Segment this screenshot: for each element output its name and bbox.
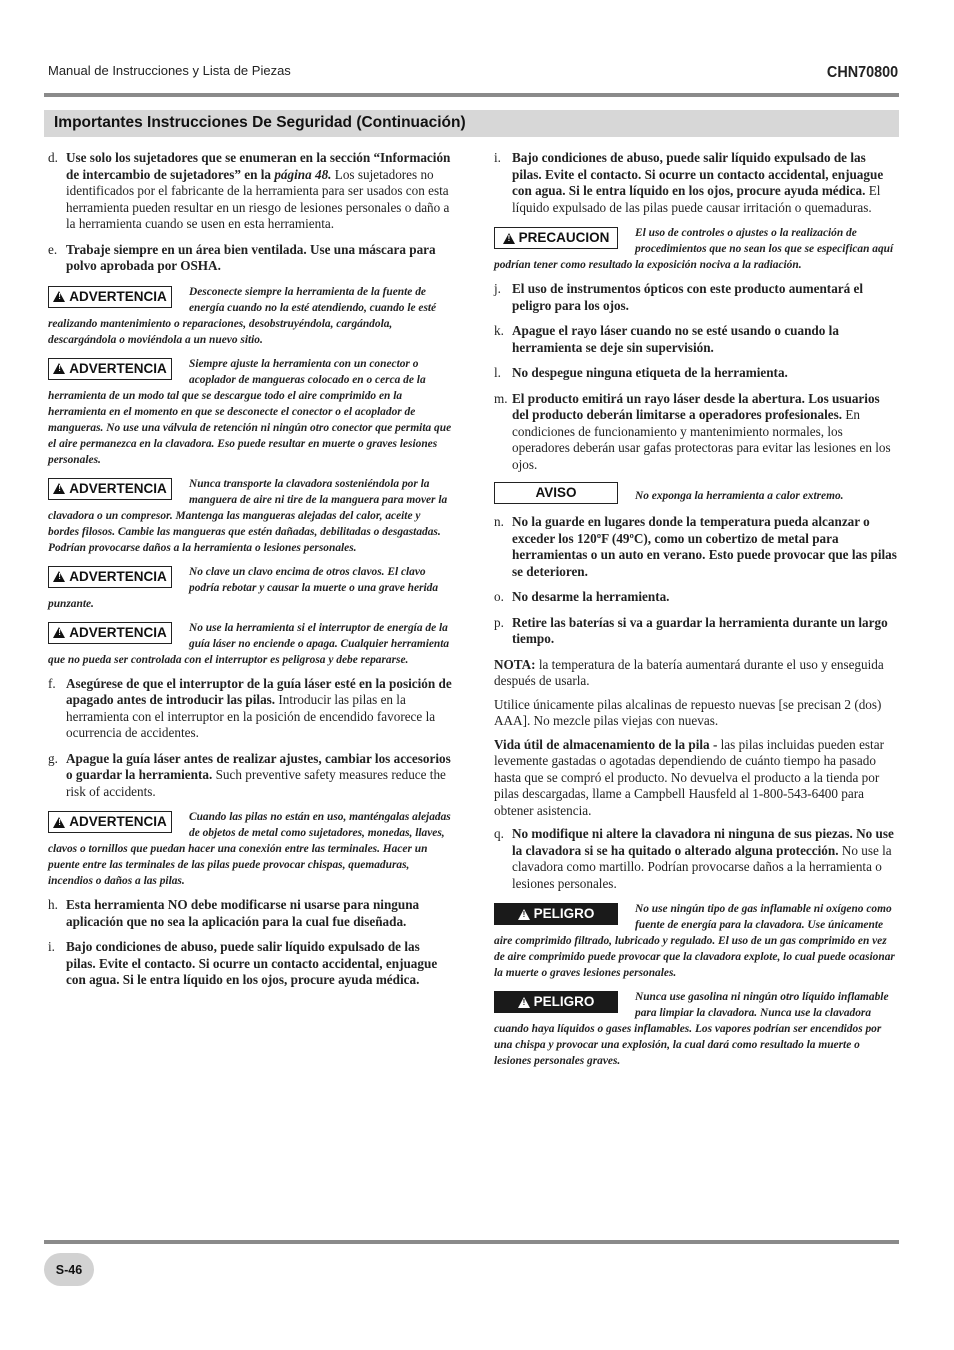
note-paragraph: NOTA: la temperatura de la batería aumentará durante el uso y enseguida después de usarla. [494, 656, 884, 688]
advertencia-badge: ! ADVERTENCIA [48, 358, 172, 380]
item-label: p. [494, 614, 504, 630]
item-label: l. [494, 365, 501, 380]
warning-text: Cuando las pilas no están en uso, manténgalas alejadas de objetos de metal como sujetadores, monedas, llaves, clavos o tornillos que puedan hacer una conexión entre las terminales. Hacer un puente entre las terminales de las pilas puede provocar chispas, quemaduras, incendios o daños a las pilas. [48, 811, 451, 887]
item-label: d. [48, 150, 58, 165]
item-label: n. [494, 514, 504, 529]
warning-block [48, 620, 452, 668]
left-column [48, 150, 452, 998]
warning-triangle-icon: ! [53, 627, 65, 638]
item-label: o. [494, 589, 504, 604]
warning-text: Desconecte siempre la herramienta de la fuente de energía cuando no la esté atendiendo, cuando le esté realizando mantenimiento o reparaciones, desobstruyéndola, cargándola, descargándola o moviéndola a un nuevo sitio. [48, 285, 437, 346]
item-e: e. Trabaje siempre en un área bien ventilada. Use una máscara para polvo aprobada por OSHA. [48, 241, 436, 273]
danger-block [494, 989, 898, 1069]
item-l: l. No despegue ninguna etiqueta de la herramienta. [494, 365, 788, 380]
item-m: m. El producto emitirá un rayo láser desde la abertura. Los usuarios del producto deberán limitarse a operadores profesionales. En condiciones de funcionamiento y mantenimiento normales, los operadores deberán usar gafas protectoras para evitar las lesiones en los ojos. [494, 390, 891, 472]
danger-text: No use ningún tipo de gas inflamable ni oxígeno como fuente de energía para la clavadora. Use únicamente aire comprimido filtrado, lubricado y regulado. El uso de un gas comprimido en vez de aire comprimido puede provocar que la clavadora explote, lo cual puede ocasionar la muerte o graves lesiones personales. [494, 903, 895, 979]
warning-triangle-icon: ! [518, 909, 530, 920]
shelf-life-paragraph: Vida útil de almacenamiento de la pila - las pilas incluidas pueden estar levemente gastadas o agotadas dependiendo de cuánto tiempo ha pasado hasta que se compró el producto. No devuelva el producto a la tienda por pilas descargadas, llame a Campbell Hausfeld al 1-800-543-6400 para obtener asistencia. [494, 736, 884, 818]
warning-block [48, 476, 452, 556]
warning-text: Siempre ajuste la herramienta con un conector o acoplador de mangueras colocado en o cerca de la herramienta de un modo tal que se descargue todo el aire comprimido en la herramienta en el momento en que se desconecte el conector o el acoplador de mangueras. No use una válvula de retención ni ningún otro conector que permita que el aire permanezca en la clavadora. Eso puede resultar en muerte o graves lesiones personales. [48, 357, 452, 466]
warning-triangle-icon: ! [53, 817, 65, 828]
item-label: i. [494, 150, 501, 165]
advertencia-badge: ! ADVERTENCIA [48, 811, 172, 833]
item-n: n. No la guarde en lugares donde la temperatura pueda alcanzar o exceder los 120ºF (49ºC), como un cobertizo de metal para herramientas o un auto en verano. Esto puede provocar que las pilas se deterioren. [494, 514, 897, 579]
item-label: f. [48, 675, 56, 691]
notice-text: No exponga la herramienta a calor extremo. [635, 490, 844, 502]
warning-block [48, 809, 452, 889]
advertencia-badge: ! ADVERTENCIA [48, 286, 172, 308]
warning-block [48, 356, 452, 468]
item-p: p. Retire las baterías si va a guardar la herramienta durante un largo tiempo. [494, 614, 888, 646]
precaucion-badge: ! PRECAUCION [494, 227, 618, 249]
item-g: g. Apague la guía láser antes de realizar ajustes, cambiar los accesorios o guardar la herramienta. Such preventive safety measures reduce the risk of accidents. [48, 750, 451, 799]
danger-text: Nunca use gasolina ni ningún otro líquido inflamable para limpiar la clavadora. Nunca use la clavadora cuando haya líquidos o gases inflamables. Los vapores podrían ser encendidos por una chispa y provocar una explosión, la cual dará como resultado la muerte o lesiones personales graves. [494, 991, 889, 1067]
advertencia-badge: ! ADVERTENCIA [48, 622, 172, 644]
item-label: q. [494, 826, 504, 841]
warning-text: No clave un clavo encima de otros clavos. El clavo podría rebotar y causar la muerte o una grave herida punzante. [48, 565, 439, 610]
peligro-badge: ! PELIGRO [494, 991, 618, 1013]
item-d: d. Use solo los sujetadores que se enumeran en la sección “Información de intercambio de sujetadores” en la página 48. Los sujetadores no identificados por el fabricante de la herramienta para ser usados con esta herramienta pueden resultar en un riesgo de lesiones personales o daño a la herramienta cuando se usen en esta herramienta. [48, 150, 451, 231]
caution-text: El uso de controles o ajustes o la realización de procedimientos que no sean los que se especifican aquí podrían tener como resultado la exposición nociva a la radiación. [494, 227, 894, 271]
item-label: k. [494, 323, 504, 338]
bottom-rule [44, 1240, 899, 1244]
aviso-badge: AVISO [494, 482, 618, 504]
item-k: k. Apague el rayo láser cuando no se esté usando o cuando la herramienta se deje sin supervisión. [494, 323, 839, 355]
top-rule [44, 93, 899, 97]
manual-title: Manual de Instrucciones y Lista de Piezas [48, 63, 291, 78]
item-q: q. No modifique ni altere la clavadora ni ninguna de sus piezas. No use la clavadora si se ha quitado o alterado alguna protección. No use la clavadora como martillo. Podrían provocarse daños a la herramienta o lesiones personales. [494, 826, 894, 891]
section-title-bar [44, 110, 899, 137]
advertencia-badge: ! ADVERTENCIA [48, 478, 172, 500]
item-j: j. El uso de instrumentos ópticos con este producto aumentará el peligro para los ojos. [494, 281, 864, 313]
page-number: S-46 [55, 1262, 83, 1277]
section-title: Importantes Instrucciones De Seguridad (Continuación) [54, 114, 466, 131]
warning-triangle-icon: ! [53, 291, 65, 302]
item-label: m. [494, 390, 508, 406]
item-label: g. [48, 750, 58, 766]
warning-triangle-icon: ! [53, 571, 65, 582]
advertencia-badge: ! ADVERTENCIA [48, 566, 172, 588]
warning-triangle-icon: ! [53, 483, 65, 494]
item-label: i. [48, 939, 55, 954]
item-o: o. No desarme la herramienta. [494, 589, 670, 604]
warning-text: No use la herramienta si el interruptor de energía de la guía láser no enciende o apaga. Cualquier herramienta que no pueda ser controlada con el interruptor es peligrosa y debe repararse. [48, 621, 450, 666]
item-i: i. Bajo condiciones de abuso, puede salir líquido expulsado de las pilas. Evite el contacto. Si ocurre un contacto accidental, enjuague con agua. Si le entra líquido en los ojos, procure ayuda médica. El líquido expulsado de las pilas puede causar irritación o quemaduras. [494, 150, 884, 215]
model-number: CHN70800 [826, 64, 898, 81]
warning-triangle-icon: ! [518, 997, 530, 1008]
warning-triangle-icon: ! [503, 233, 515, 244]
item-h: h. Esta herramienta NO debe modificarse ni usarse para ninguna aplicación que no sea la aplicación para la cual fue diseñada. [48, 897, 420, 929]
item-label: e. [48, 241, 58, 257]
right-column [494, 150, 898, 1077]
item-label: h. [48, 897, 58, 912]
peligro-badge: ! PELIGRO [494, 903, 618, 925]
warning-text: Nunca transporte la clavadora sosteniéndola por la manguera de aire ni tire de la manguera para mover la clavadora o un compresor. Mantenga las mangueras alejadas del calor, aceite y bordes filosos. Cambie las mangueras que estén dañadas, debilitadas o desgastadas. Podrían provocarse daños a la herramienta o lesiones personales. [48, 477, 448, 554]
item-i: i. Bajo condiciones de abuso, puede salir líquido expulsado de las pilas. Evite el contacto. Si ocurre un contacto accidental, enjuague con agua. Si le entra líquido en los ojos, procure ayuda médica. [48, 939, 438, 987]
page-number-badge [44, 1253, 94, 1286]
item-label: j. [494, 281, 501, 296]
warning-block [48, 284, 452, 348]
batteries-paragraph: Utilice únicamente pilas alcalinas de repuesto nuevas [se precisan 2 (dos) AAA]. No mezcle pilas viejas con nuevas. [494, 696, 882, 728]
warning-block [48, 564, 452, 612]
item-f: f. Asegúrese de que el interruptor de la guía láser esté en la posición de apagado antes de introducir las pilas. Introducir las pilas en la herramienta con el interruptor en la posición de encendido favorece la ocurrencia de accidentes. [48, 675, 452, 740]
notice-block [494, 482, 898, 506]
danger-block [494, 901, 898, 981]
caution-block [494, 225, 898, 273]
warning-triangle-icon: ! [53, 363, 65, 374]
